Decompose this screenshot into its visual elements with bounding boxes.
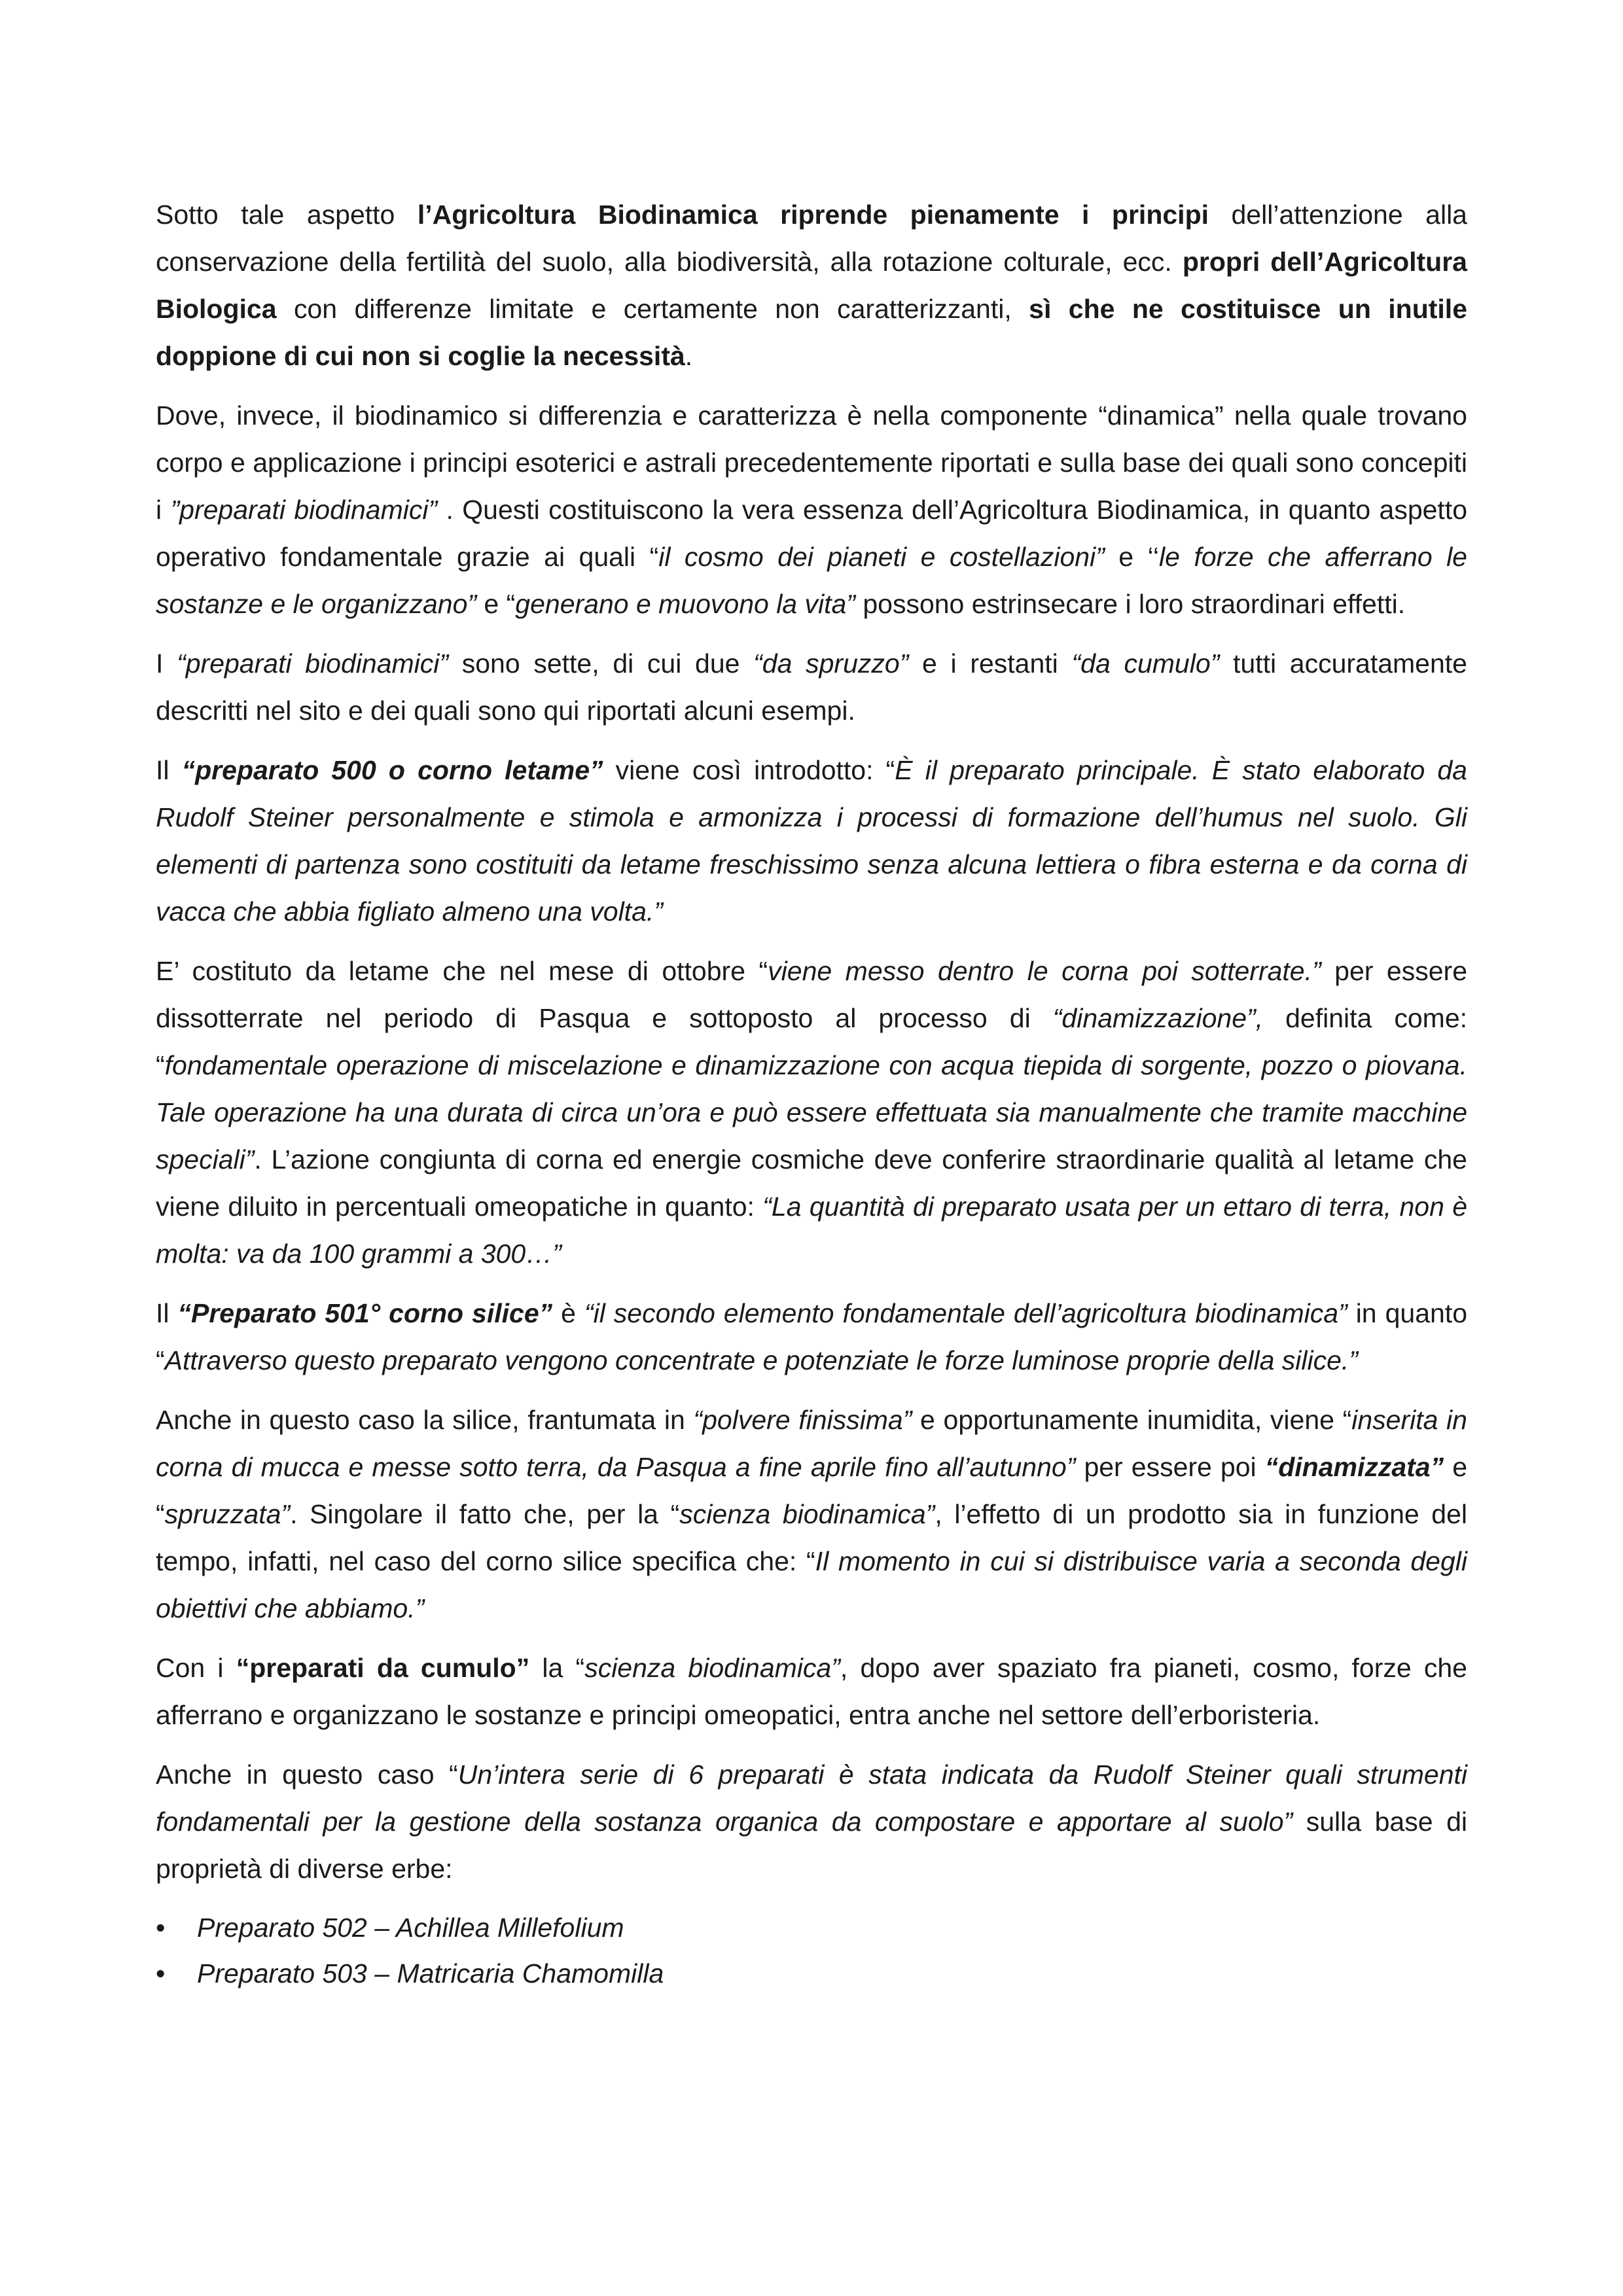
text-run: . L’azione congiunta di corna ed energie cosmiche deve conferire straordinarie qualità al letame che viene diluito in percentuali omeopatiche in quanto: [156,1144,1467,1222]
document-page [156,191,1467,1996]
paragraph-p7 [156,1396,1467,1632]
text-run: Un’intera serie di 6 preparati è stata indicata da Rudolf Steiner quali strumenti fondamentali per la gestione della sostanza organica da compostare e apportare al suolo” [156,1759,1468,1837]
text-run: Sotto tale aspetto [156,200,418,230]
text-run: “preparati biodinamici” [177,648,449,679]
text-run: propri dell’Agricoltura Biologica [156,247,1467,324]
text-run: sì che ne costituisce un inutile doppione di cui non si coglie la necessità [156,294,1468,371]
text-run: fondamentale operazione di miscelazione e dinamizzazione con acqua tiepida di sorgente, pozzo o piovana. Tale operazione ha una durata di circa un’ora e può essere effettuata sia manualmente che tramite macchine speciali” [156,1050,1467,1174]
text-run: per essere dissotterrate nel periodo di Pasqua e sottoposto al processo di [156,956,1467,1033]
text-run: le forze che afferrano le sostanze e le organizzano” [156,542,1467,619]
paragraph-p9 [156,1751,1467,1892]
paragraph-p5 [156,947,1467,1277]
bullet-icon: • [156,1958,166,1988]
text-run: Anche in questo caso “ [156,1759,458,1790]
text-run: e “ [476,589,516,619]
text-run: Con i [156,1653,236,1683]
paragraph-p3 [156,640,1467,734]
text-run: inserita in corna di mucca e messe sotto terra, da Pasqua a fine aprile fino all’autunno” [156,1405,1467,1482]
text-run: , l’effetto di un prodotto sia in funzione del tempo, infatti, nel caso del corno silice specifica che: “ [156,1499,1468,1576]
text-run: sulla base di proprietà di diverse erbe: [156,1807,1467,1884]
text-run: È il preparato principale. È stato elaborato da Rudolf Steiner personalmente e stimola e armonizza i processi di formazione dell’humus nel suolo. Gli elementi di partenza sono costituiti da letame freschissimo senza alcuna lettiera o fibra esterna e da corna di vacca che abbia figliato almeno una volta.” [156,755,1467,927]
text-run: . [685,341,693,371]
text-run: , dopo aver spaziato fra pianeti, cosmo, forze che afferrano e organizzano le sostanze e principi omeopatici, entra anche nel settore dell’erboristeria. [156,1653,1467,1730]
text-run: “preparati da cumulo” [236,1653,530,1683]
text-run: Dove, invece, il biodinamico si differenzia e caratterizza è nella componente “dinamica” nella quale trovano corpo e applicazione i principi esoterici e astrali precedentemente riportati e sulla base dei quali sono concepiti i [156,400,1467,525]
text-run: Anche in questo caso la silice, frantumata in [156,1405,694,1435]
preparati-list [156,1905,1467,1996]
text-run: “Preparato 501° corno silice” [177,1298,553,1328]
text-run: definita come: “ [156,1003,1468,1080]
text-run: viene messo dentro le corna poi sotterrate.” [768,956,1321,986]
paragraph-p4 [156,747,1467,935]
text-run: viene così introdotto: “ [603,755,895,785]
text-run: “il secondo elemento fondamentale dell’agricoltura biodinamica” [584,1298,1347,1328]
text-run: ”preparati biodinamici” [170,495,438,525]
text-run: spruzzata” [164,1499,291,1529]
text-run: tutti accuratamente descritti nel sito e dei quali sono qui riportati alcuni esempi. [156,648,1467,726]
text-run: . Singolare il fatto che, per la “ [290,1499,680,1529]
text-run: “preparato 500 o corno letame” [181,755,603,785]
text-run: Il [156,1298,178,1328]
text-run: è [552,1298,584,1328]
text-run: scienza biodinamica” [679,1499,935,1529]
text-run: la “ [529,1653,585,1683]
text-run: con differenze limitate e certamente non caratterizzanti, [276,294,1029,324]
list-item-text: Preparato 502 – Achillea Millefolium [197,1913,624,1943]
list-item-text: Preparato 503 – Matricaria Chamomilla [197,1958,664,1988]
text-run: Il [156,755,182,785]
text-run: in quanto “ [156,1298,1467,1375]
text-run: “da cumulo” [1071,648,1220,679]
text-run: e ‘‘ [1104,542,1159,572]
text-run: “La quantità di preparato usata per un ettaro di terra, non è molta: va da 100 grammi a 300…” [156,1192,1468,1269]
text-run: . Questi costituiscono la vera essenza dell’Agricoltura Biodinamica, in quanto aspetto operativo fondamentale grazie ai quali “ [156,495,1468,572]
text-run: e i restanti [908,648,1072,679]
text-run: possono estrinsecare i loro straordinari effetti. [855,589,1406,619]
text-run: I [156,648,177,679]
text-run: “da spruzzo” [753,648,909,679]
text-run: “polvere finissima” [693,1405,912,1435]
text-run: “dinamizzata” [1264,1452,1444,1482]
text-run: generano e muovono la vita” [515,589,855,619]
paragraph-p2 [156,392,1467,627]
text-run: Il momento in cui si distribuisce varia a seconda degli obiettivi che abbiamo.” [156,1546,1468,1623]
text-run: per essere poi [1075,1452,1265,1482]
document-body [156,191,1467,1892]
text-run: scienza biodinamica” [584,1653,840,1683]
paragraph-p6 [156,1290,1467,1384]
text-run: Attraverso questo preparato vengono concentrate e potenziate le forze luminose proprie della silice.” [164,1345,1358,1375]
text-run: E’ costituto da letame che nel mese di ottobre “ [156,956,768,986]
text-run: dell’attenzione alla conservazione della fertilità del suolo, alla biodiversità, alla rotazione colturale, ecc. [156,200,1467,277]
list-item [156,1951,1467,1996]
paragraph-p1 [156,191,1467,380]
text-run: e “ [156,1452,1467,1529]
text-run: il cosmo dei pianeti e costellazioni” [658,542,1105,572]
text-run: l’Agricoltura Biodinamica riprende pienamente i principi [417,200,1209,230]
list-item [156,1905,1467,1951]
text-run: e opportunamente inumidita, viene “ [912,1405,1352,1435]
text-run: sono sette, di cui due [448,648,754,679]
paragraph-p8 [156,1644,1467,1739]
bullet-icon: • [156,1913,166,1943]
text-run: “dinamizzazione”, [1052,1003,1264,1033]
